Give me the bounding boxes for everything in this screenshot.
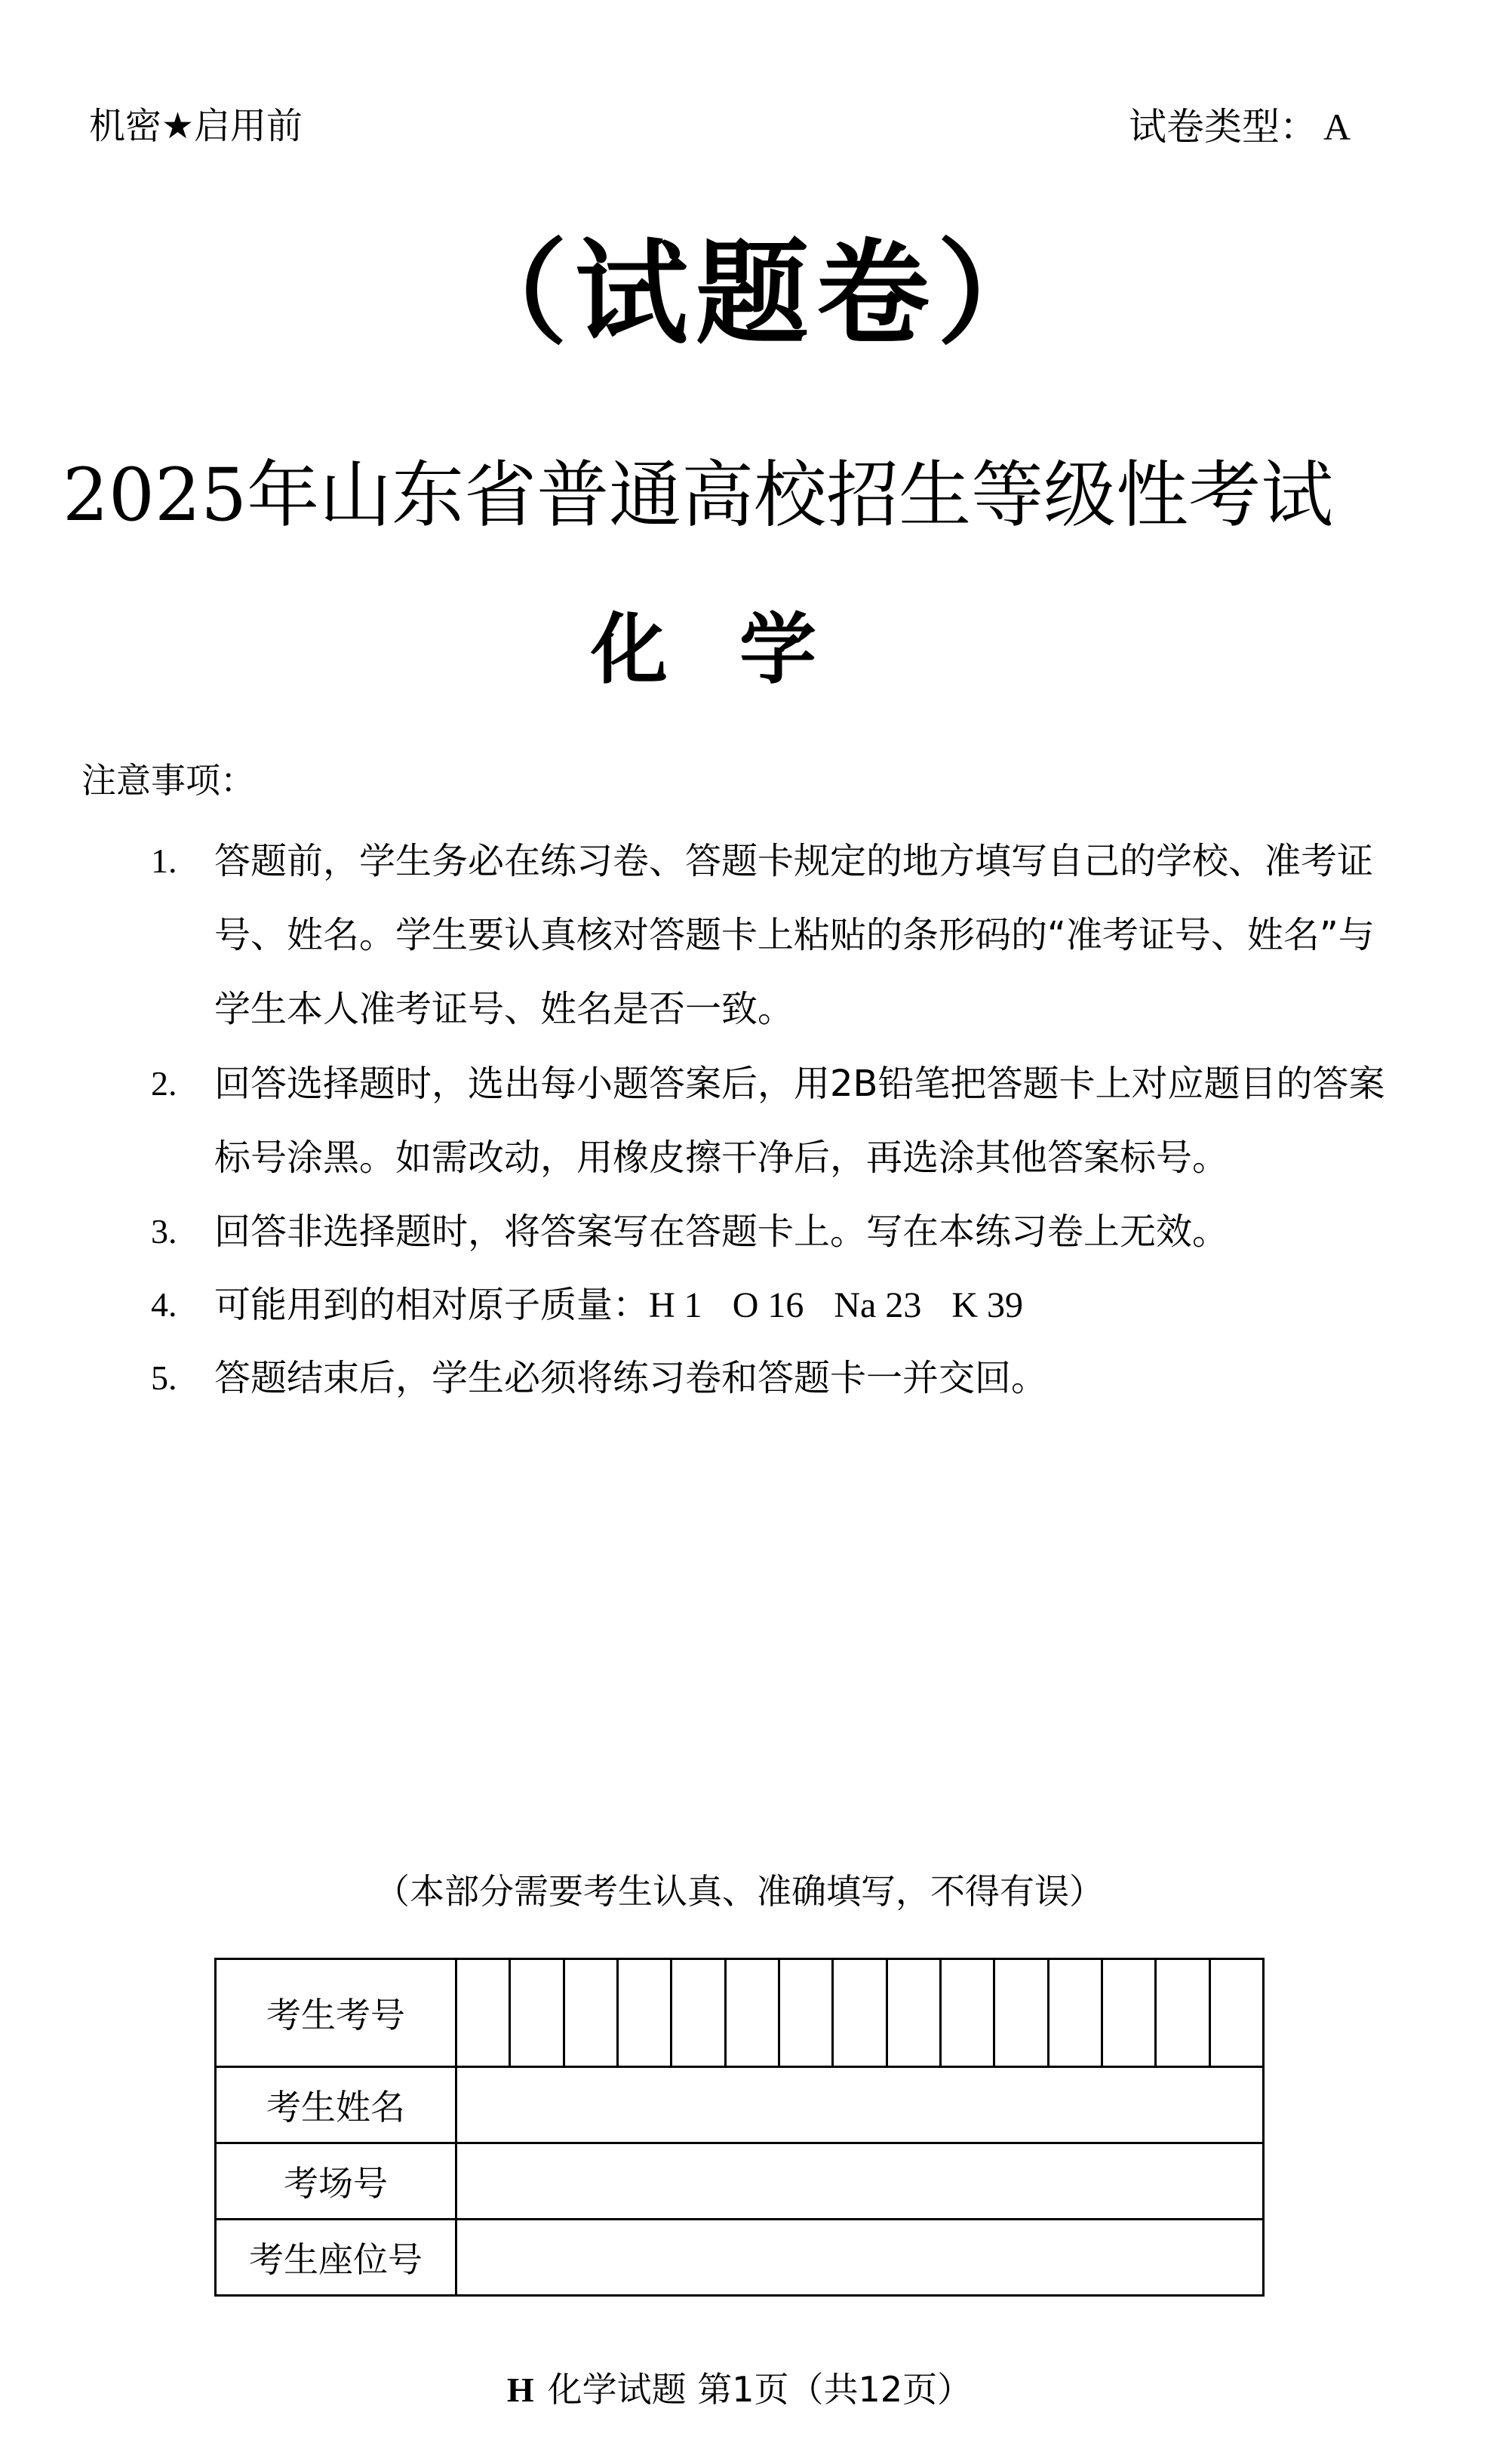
notice-item-2 — [151, 1047, 1403, 1195]
table-row — [216, 1959, 1264, 2067]
notice-heading: 注意事项： — [81, 760, 255, 801]
candidate-number-digit-box[interactable] — [831, 1960, 885, 2066]
paper-code: H — [506, 2371, 534, 2409]
candidate-number-label: 考生考号 — [216, 1959, 456, 2067]
candidate-number-digit-box[interactable] — [1101, 1960, 1154, 2066]
paper-type — [1129, 97, 1351, 151]
atomic-mass-h: H 1 — [649, 1285, 702, 1325]
notice-item-number: 1. — [151, 841, 177, 880]
candidate-number-digit-box[interactable] — [993, 1960, 1046, 2066]
notice-item-4 — [151, 1268, 1403, 1343]
paper-type-value: A — [1323, 106, 1351, 148]
notice-item-3 — [151, 1195, 1403, 1269]
exam-room-field[interactable] — [456, 2143, 1264, 2220]
candidate-number-digit-box[interactable] — [939, 1960, 993, 2066]
notice-item-text: 答题结束后，学生必须将练习卷和答题卡一并交回。 — [214, 1357, 1048, 1399]
seat-number-label: 考生座位号 — [216, 2220, 456, 2296]
notice-item-number: 5. — [151, 1358, 177, 1397]
candidate-number-digit-box[interactable] — [1154, 1960, 1208, 2066]
candidate-number-digit-box[interactable] — [670, 1960, 724, 2066]
notice-item-number: 3. — [151, 1212, 177, 1251]
atomic-mass-k: K 39 — [951, 1285, 1023, 1325]
exam-room-label: 考场号 — [216, 2143, 456, 2220]
notice-item-5 — [151, 1341, 1403, 1415]
seat-number-field[interactable] — [456, 2220, 1264, 2296]
atomic-mass-o: O 16 — [732, 1285, 804, 1325]
notice-item-text: 可能用到的相对原子质量： — [214, 1284, 650, 1326]
paper-type-label: 试卷类型： — [1129, 105, 1317, 149]
notice-item-number: 2. — [151, 1064, 177, 1103]
candidate-info-table — [214, 1958, 1265, 2297]
candidate-number-digit-box[interactable] — [886, 1960, 939, 2066]
fill-instruction: （本部分需要考生认真、准确填写，不得有误） — [375, 1871, 1104, 1912]
subject-title: 化学 — [591, 605, 888, 695]
candidate-number-digit-box[interactable] — [563, 1960, 616, 2066]
atomic-mass-na: Na 23 — [834, 1285, 922, 1325]
notice-item-text: 回答选择题时，选出每小题答案后，用2B铅笔把答题卡上对应题目的答案标号涂黑。如需改动，用橡皮擦干净后，再选涂其他答案标号。 — [214, 1063, 1385, 1179]
candidate-number-digit-box[interactable] — [616, 1960, 670, 2066]
candidate-number-field[interactable] — [456, 1959, 1264, 2067]
candidate-number-digit-box[interactable] — [724, 1960, 778, 2066]
document-kind-title: （试题卷） — [453, 227, 1058, 360]
candidate-number-digit-box[interactable] — [1047, 1960, 1101, 2066]
table-row — [216, 2220, 1264, 2296]
page-info: 化学试题 第1页（共12页） — [547, 2369, 973, 2410]
candidate-number-digit-box[interactable] — [457, 1960, 509, 2066]
exam-title: 2025年山东省普通高校招生等级性考试 — [62, 453, 1334, 537]
notice-item-text: 答题前，学生务必在练习卷、答题卡规定的地方填写自己的学校、准考证号、姓名。学生要认真核对答题卡上粘贴的条形码的“准考证号、姓名”与学生本人准考证号、姓名是否一致。 — [214, 840, 1375, 1030]
notice-item-1 — [151, 824, 1403, 1046]
atomic-masses-line — [214, 1268, 1403, 1343]
candidate-number-digit-box[interactable] — [1209, 1960, 1262, 2066]
candidate-number-digit-box[interactable] — [778, 1960, 831, 2066]
table-row — [216, 2067, 1264, 2143]
page-footer — [0, 2362, 1479, 2412]
candidate-number-digit-box[interactable] — [509, 1960, 562, 2066]
table-row — [216, 2143, 1264, 2220]
notice-item-number: 4. — [151, 1285, 177, 1324]
confidential-label: 机密★启用前 — [89, 105, 303, 147]
candidate-number-boxes — [457, 1960, 1262, 2066]
candidate-name-label: 考生姓名 — [216, 2067, 456, 2143]
candidate-name-field[interactable] — [456, 2067, 1264, 2143]
notice-item-text: 回答非选择题时，将答案写在答题卡上。写在本练习卷上无效。 — [214, 1211, 1229, 1253]
